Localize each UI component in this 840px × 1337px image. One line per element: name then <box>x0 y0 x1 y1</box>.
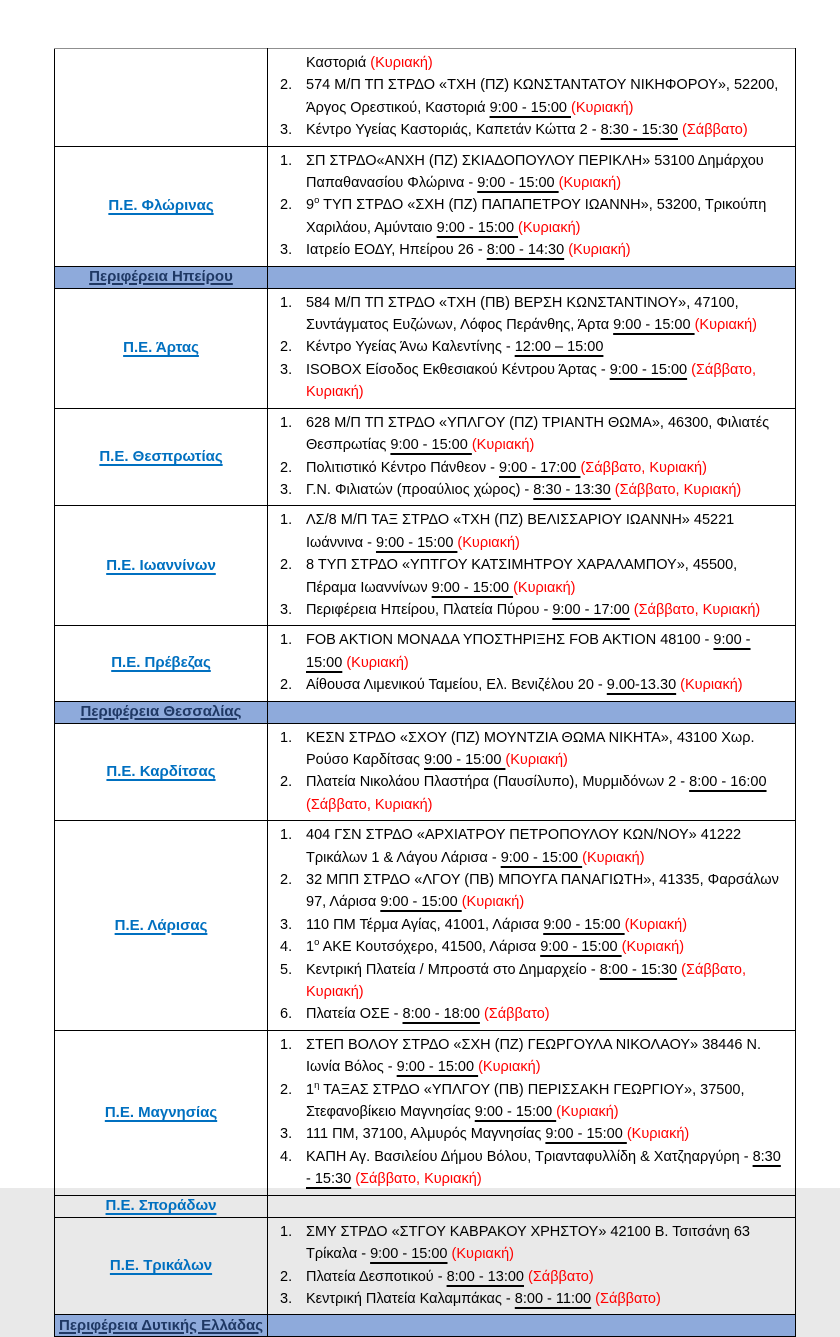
item-number: 2. <box>280 774 293 791</box>
location-item <box>268 194 791 239</box>
item-number: 3. <box>280 122 293 139</box>
location-items <box>268 147 795 266</box>
unit-label: Π.Ε. Άρτας <box>123 339 199 357</box>
location-text: ISOBOX Είσοδος Εκθεσιακού Κέντρου Άρτας - <box>306 361 610 378</box>
unit-locations-cell <box>268 1195 796 1217</box>
location-item <box>268 674 791 696</box>
location-text: ΣΠ ΣΤΡΔΟ«ΑΝΧΗ (ΠΖ) ΣΚΙΑΔΟΠΟΥΛΟΥ ΠΕΡΙΚΛΗ» 53100 Δημάρχου Παπαθανασίου Φλώρινα - <box>306 152 764 192</box>
location-text: ο <box>314 937 320 949</box>
day-label: (Σάββατο) <box>528 1268 594 1285</box>
location-item <box>268 1003 791 1025</box>
location-item <box>268 629 791 674</box>
day-label: (Κυριακή) <box>624 916 688 933</box>
unit-locations-cell <box>268 146 796 266</box>
location-item <box>268 959 791 1004</box>
region-header-row <box>55 701 796 723</box>
item-text <box>306 479 791 501</box>
item-text <box>306 629 791 674</box>
location-items <box>268 506 795 625</box>
location-text: FOB AKTION ΜΟΝΑΔΑ ΥΠΟΣΤΗΡΙΞΗΣ FOB AKTION 48100 - <box>306 632 714 649</box>
hours-label: 9:00 - 15:00 <box>489 99 571 116</box>
unit-locations-cell <box>268 821 796 1031</box>
location-text: Αίθουσα Λιμενικού Ταμείου, Ελ. Βενιζέλου 20 - <box>306 677 607 694</box>
location-text: ΤΑΞΑΣ ΣΤΡΔΟ «ΥΠΛΓΟΥ (ΠΒ) ΠΕΡΙΣΣΑΚΗ ΓΕΩΡΓΙΟΥ», 37500, Στεφανοβίκειο Μαγνησίας <box>306 1081 745 1121</box>
hours-label: 9:00 - 17:00 <box>499 459 581 476</box>
hours-label: 9:00 - 15:00 <box>540 939 622 956</box>
location-item <box>268 1034 791 1079</box>
item-number: 2. <box>280 339 293 356</box>
unit-row <box>55 288 796 408</box>
day-label: (Κυριακή) <box>680 677 743 694</box>
day-label: (Κυριακή) <box>346 654 409 671</box>
item-text <box>306 52 791 74</box>
hours-label: 9:00 - 15:00 <box>609 361 688 378</box>
region-header-label: Περιφέρεια Ηπείρου <box>89 268 233 286</box>
hours-label: 8:00 - 14:30 <box>486 242 565 259</box>
item-text <box>306 1266 791 1288</box>
location-text: 111 ΠΜ, 37100, Αλμυρός Μαγνησίας <box>306 1126 546 1143</box>
unit-row <box>55 723 796 821</box>
item-text <box>306 1288 791 1310</box>
location-item <box>268 457 791 479</box>
location-items <box>268 49 795 146</box>
location-text: 628 Μ/Π ΤΠ ΣΤΡΔΟ «ΥΠΛΓΟΥ (ΠΖ) ΤΡΙΑΝΤΗ ΘΩΜΑ», 46300, Φιλιατές Θεσπρωτίας <box>306 414 770 454</box>
region-header-row <box>55 1315 796 1337</box>
item-number: 1. <box>280 294 293 311</box>
region-header-row <box>55 266 796 288</box>
location-text: Κεντρική Πλατεία Καλαμπάκας - <box>306 1290 515 1307</box>
hours-label: 8:00 - 13:00 <box>446 1268 524 1285</box>
hours-label: 9:00 - 15:00 <box>375 534 458 551</box>
hours-label: 8:00 - 16:00 <box>689 774 767 791</box>
location-item <box>268 119 791 141</box>
day-label: (Σάββατο, Κυριακή) <box>306 961 747 1001</box>
unit-name-cell <box>55 821 268 1031</box>
location-text: Πλατεία Δεσποτικού - <box>306 1268 447 1285</box>
location-item <box>268 599 791 621</box>
location-text: 404 ΓΣΝ ΣΤΡΔΟ «ΑΡΧΙΑΤΡΟΥ ΠΕΤΡΟΠΟΥΛΟΥ ΚΩΝ/ΝΟΥ» 41222 Τρικάλων 1 & Λάγου Λάρισα - <box>306 827 742 866</box>
location-text: Κέντρο Υγείας Καστοριάς, Καπετάν Κώττα 2 - <box>306 122 601 139</box>
item-text <box>306 771 791 816</box>
item-text <box>306 914 791 936</box>
item-number: 6. <box>280 1006 293 1023</box>
location-item <box>268 869 791 914</box>
unit-label: Π.Ε. Καρδίτσας <box>106 762 216 780</box>
day-label: (Κυριακή) <box>694 317 758 334</box>
item-text <box>306 1079 791 1124</box>
hours-label: 9:00 - 15:00 <box>431 579 514 596</box>
region-header-spacer-cell <box>268 266 796 288</box>
item-text <box>306 1123 791 1145</box>
location-text: ο <box>314 195 320 207</box>
location-text: Καστοριά <box>306 55 371 71</box>
hours-label: 8:30 - 15:30 <box>600 122 678 139</box>
unit-name-cell <box>55 506 268 626</box>
item-text <box>306 1146 791 1191</box>
hours-label: 9:00 - 15:00 <box>545 1126 627 1143</box>
location-text: Πολιτιστικό Κέντρο Πάνθεον - <box>306 459 500 476</box>
location-text: 584 Μ/Π ΤΠ ΣΤΡΔΟ «ΤΧΗ (ΠΒ) ΒΕΡΣΗ ΚΩΝΣΤΑΝΤΙΝΟΥ», 47100, Συντάγματος Ευζώνων, Λόφος Περάνθης, Άρτα <box>306 294 739 334</box>
hours-label: 9:00 - 15:00 <box>543 916 625 933</box>
unit-locations-cell <box>268 626 796 701</box>
unit-locations-cell <box>268 1030 796 1195</box>
hours-label: 8:00 - 11:00 <box>514 1290 592 1307</box>
location-item <box>268 727 791 772</box>
location-item <box>268 1221 791 1266</box>
item-number: 3. <box>280 361 293 378</box>
unit-row <box>55 408 796 506</box>
hours-label: 12:00 – 15:00 <box>514 339 604 356</box>
location-text: ΣΤΕΠ ΒΟΛΟΥ ΣΤΡΔΟ «ΣΧΗ (ΠΖ) ΓΕΩΡΓΟΥΛΑ ΝΙΚΟΛΑΟΥ» 38446 Ν. Ιωνία Βόλος - <box>306 1036 761 1076</box>
locations-table-body <box>55 49 796 1337</box>
unit-name-cell <box>55 626 268 701</box>
item-text <box>306 412 791 457</box>
item-number: 2. <box>280 677 293 694</box>
item-number: 2. <box>280 557 293 574</box>
item-number: 2. <box>280 459 293 476</box>
unit-name-cell <box>55 288 268 408</box>
item-text <box>306 1003 791 1025</box>
region-header-cell <box>55 266 268 288</box>
location-items <box>268 289 795 408</box>
item-text <box>306 336 791 358</box>
day-label: (Κυριακή) <box>558 175 622 192</box>
unit-label: Π.Ε. Τρικάλων <box>109 1257 213 1274</box>
location-items <box>268 409 795 506</box>
location-item <box>268 239 791 261</box>
day-label: (Σάββατο, Κυριακή) <box>633 601 761 618</box>
location-text: 1 <box>306 939 315 956</box>
unit-name-cell <box>55 1030 268 1195</box>
item-number: 1. <box>280 414 293 431</box>
day-label: (Κυριακή) <box>556 1104 619 1121</box>
unit-locations-cell <box>268 49 796 147</box>
item-number: 3. <box>280 481 293 498</box>
location-text: 110 ΠΜ Τέρμα Αγίας, 41001, Λάρισα <box>306 916 544 933</box>
item-number: 2. <box>280 1081 293 1098</box>
unit-row <box>55 1217 796 1315</box>
location-item <box>268 1288 791 1310</box>
item-text <box>306 674 791 696</box>
item-text <box>306 239 791 261</box>
day-label: (Κυριακή) <box>370 55 433 71</box>
location-item <box>268 359 791 404</box>
hours-label: 9:00 - 15:00 <box>613 317 695 334</box>
day-label: (Κυριακή) <box>505 751 568 768</box>
location-item <box>268 554 791 599</box>
location-text: ΑΚΕ Κουτσόχερο, 41500, Λάρισα <box>319 939 541 956</box>
item-text <box>306 359 791 404</box>
location-item <box>268 479 791 501</box>
item-text <box>306 936 791 958</box>
unit-name-cell <box>55 1217 268 1315</box>
unit-row <box>55 1195 796 1217</box>
item-text <box>306 194 791 239</box>
item-number: 5. <box>280 961 293 978</box>
location-item <box>268 1123 791 1145</box>
location-text: Πλατεία Νικολάου Πλαστήρα (Παυσίλυπο), Μυρμιδόνων 2 - <box>306 774 690 791</box>
day-label: (Κυριακή) <box>626 1126 690 1143</box>
region-header-label: Περιφέρεια Δυτικής Ελλάδας <box>58 1316 263 1334</box>
item-text <box>306 727 791 772</box>
unit-label: Π.Ε. Σποράδων <box>105 1197 217 1215</box>
location-item <box>268 292 791 337</box>
location-text: 9 <box>306 197 315 214</box>
location-items <box>268 724 795 821</box>
hours-label: 9:00 - 15:00 <box>370 1246 448 1263</box>
item-text <box>306 554 791 599</box>
location-text: 1 <box>306 1081 315 1098</box>
item-text <box>306 292 791 337</box>
location-item <box>268 74 791 119</box>
location-item <box>268 336 791 358</box>
hours-label: 8:00 - 15:30 <box>599 961 678 978</box>
item-number: 1. <box>280 827 293 844</box>
day-label: (Κυριακή) <box>451 1246 514 1263</box>
location-text: Κεντρική Πλατεία / Μπροστά στο Δημαρχείο - <box>306 961 600 978</box>
day-label: (Σάββατο) <box>483 1006 550 1023</box>
item-number: 2. <box>280 77 293 94</box>
item-number: 4. <box>280 1148 293 1165</box>
item-number: 1. <box>280 1223 293 1240</box>
location-items <box>268 821 795 1030</box>
item-text <box>306 150 791 195</box>
location-item <box>268 150 791 195</box>
location-item <box>268 52 791 74</box>
item-text <box>306 74 791 119</box>
unit-locations-cell <box>268 1217 796 1315</box>
location-item <box>268 509 791 554</box>
hours-label: 9:00 - 15:00 <box>436 219 519 236</box>
hours-label: 9:00 - 15:00 <box>396 1059 479 1076</box>
location-text: ΚΕΣΝ ΣΤΡΔΟ «ΣΧΟΥ (ΠΖ) ΜΟΥΝΤΖΙΑ ΘΩΜΑ ΝΙΚΗΤΑ», 43100 Χωρ. Ρούσο Καρδίτσας <box>306 729 755 768</box>
day-label: (Κυριακή) <box>478 1059 541 1076</box>
location-item <box>268 1079 791 1124</box>
item-number: 3. <box>280 242 293 259</box>
unit-label: Π.Ε. Φλώρινας <box>108 197 214 215</box>
day-label: (Κυριακή) <box>457 534 520 551</box>
region-header-spacer-cell <box>268 1315 796 1337</box>
unit-locations-cell <box>268 723 796 821</box>
unit-name-cell <box>55 49 268 147</box>
item-text <box>306 1034 791 1079</box>
unit-name-cell <box>55 1195 268 1217</box>
location-text: ΛΣ/8 Μ/Π ΤΑΞ ΣΤΡΔΟ «ΤΧΗ (ΠΖ) ΒΕΛΙΣΣΑΡΙΟΥ ΙΩΑΝΝΗ» 45221 Ιωάννινα - <box>306 512 735 551</box>
hours-label: 9:00 - 15:00 <box>500 849 583 866</box>
item-number: 1. <box>280 512 293 529</box>
hours-label: 9:00 - 15:00 <box>424 751 506 768</box>
day-label: (Σάββατο, Κυριακή) <box>614 481 742 498</box>
location-text: Γ.Ν. Φιλιατών (προαύλιος χώρος) - <box>306 481 534 498</box>
locations-table <box>54 48 796 1337</box>
unit-label: Π.Ε. Μαγνησίας <box>104 1103 218 1121</box>
day-label: (Κυριακή) <box>471 437 535 454</box>
location-items <box>268 1203 795 1210</box>
item-number: 3. <box>280 1290 293 1307</box>
item-text <box>306 1221 791 1266</box>
item-number: 3. <box>280 601 293 618</box>
hours-label: 8:30 - 13:30 <box>533 481 611 498</box>
location-item <box>268 1146 791 1191</box>
location-text: Περιφέρεια Ηπείρου, Πλατεία Πύρου - <box>306 601 553 618</box>
location-item <box>268 824 791 869</box>
location-text: Πλατεία ΟΣΕ - <box>306 1006 403 1023</box>
location-text: ΣΜΥ ΣΤΡΔΟ «ΣΤΓΟΥ ΚΑΒΡΑΚΟΥ ΧΡΗΣΤΟΥ» 42100 Β. Τσιτσάνη 63 Τρίκαλα - <box>306 1223 750 1263</box>
region-header-label: Περιφέρεια Θεσσαλίας <box>80 703 242 721</box>
day-label: (Σάββατο, Κυριακή) <box>355 1171 482 1188</box>
item-number: 4. <box>280 939 293 956</box>
day-label: (Σάββατο, Κυριακή) <box>306 796 433 813</box>
unit-label: Π.Ε. Λάρισας <box>114 916 208 934</box>
unit-row <box>55 821 796 1031</box>
day-label: (Κυριακή) <box>518 219 581 236</box>
item-text <box>306 869 791 914</box>
location-item <box>268 1266 791 1288</box>
day-label: (Κυριακή) <box>621 939 685 956</box>
location-text: ΤΥΠ ΣΤΡΔΟ «ΣΧΗ (ΠΖ) ΠΑΠΑΠΕΤΡΟΥ ΙΩΑΝΝΗ», 53200, Τρικούπη Χαριλάου, Αμύνταιο <box>306 197 767 236</box>
day-label: (Κυριακή) <box>513 579 576 596</box>
unit-row <box>55 626 796 701</box>
unit-locations-cell <box>268 506 796 626</box>
location-text: 574 Μ/Π ΤΠ ΣΤΡΔΟ «ΤΧΗ (ΠΖ) ΚΩΝΣΤΑΝΤΑΤΟΥ ΝΙΚΗΦΟΡΟΥ», 52200, Άργος Ορεστικού, Καστοριά <box>306 77 779 116</box>
location-text: 8 ΤΥΠ ΣΤΡΔΟ «ΥΠΤΓΟΥ ΚΑΤΣΙΜΗΤΡΟΥ ΧΑΡΑΛΑΜΠΟΥ», 45500, Πέραμα Ιωαννίνων <box>306 557 738 596</box>
item-number: 2. <box>280 1268 293 1285</box>
unit-label: Π.Ε. Ιωαννίνων <box>106 556 216 574</box>
unit-name-cell <box>55 146 268 266</box>
item-number: 1. <box>280 632 293 649</box>
hours-label: 9:00 - 15:00 <box>306 632 751 671</box>
location-text: ΚΑΠΗ Αγ. Βασιλείου Δήμου Βόλου, Τριανταφυλλίδη & Χατζηαργύρη - <box>306 1148 753 1165</box>
day-label: (Κυριακή) <box>582 849 645 866</box>
location-item <box>268 771 791 816</box>
item-number: 2. <box>280 197 293 214</box>
unit-locations-cell <box>268 408 796 506</box>
item-number: 1. <box>280 1036 293 1053</box>
region-header-cell <box>55 1315 268 1337</box>
region-header-spacer-cell <box>268 701 796 723</box>
item-number: 1. <box>280 152 293 169</box>
day-label: (Κυριακή) <box>461 894 525 911</box>
location-text: Κέντρο Υγείας Άνω Καλεντίνης - <box>306 339 515 356</box>
hours-label: 9.00-13.30 <box>606 677 677 694</box>
hours-label: 9:00 - 15:00 <box>474 1104 557 1121</box>
item-number: 3. <box>280 1126 293 1143</box>
hours-label: 9:00 - 15:00 <box>380 894 462 911</box>
item-number: 1. <box>280 729 293 746</box>
unit-label: Π.Ε. Θεσπρωτίας <box>99 448 223 465</box>
hours-label: 9:00 - 17:00 <box>552 601 630 618</box>
item-text <box>306 119 791 141</box>
hours-label: 8:30 - 15:30 <box>306 1148 781 1188</box>
day-label: (Σάββατο) <box>682 122 748 139</box>
location-items <box>268 1031 795 1195</box>
day-label: (Σάββατο, Κυριακή) <box>580 459 707 476</box>
location-item <box>268 914 791 936</box>
unit-row <box>55 506 796 626</box>
region-header-cell <box>55 701 268 723</box>
item-number: 2. <box>280 872 293 888</box>
unit-label: Π.Ε. Πρέβεζας <box>111 654 211 672</box>
day-label: (Κυριακή) <box>568 242 631 259</box>
item-text <box>306 599 791 621</box>
hours-label: 9:00 - 15:00 <box>477 175 559 192</box>
location-text: 32 ΜΠΠ ΣΤΡΔΟ «ΛΓΟΥ (ΠΒ) ΜΠΟΥΓΑ ΠΑΝΑΓΙΩΤΗ», 41335, Φαρσάλων 97, Λάρισα <box>306 872 779 911</box>
unit-row <box>55 49 796 147</box>
hours-label: 8:00 - 18:00 <box>402 1006 480 1023</box>
unit-name-cell <box>55 723 268 821</box>
day-label: (Σάββατο) <box>595 1290 661 1307</box>
unit-row <box>55 1030 796 1195</box>
item-text <box>306 824 791 869</box>
location-item <box>268 936 791 958</box>
unit-name-cell <box>55 408 268 506</box>
location-text: Ιατρείο ΕΟΔΥ, Ηπείρου 26 - <box>306 242 487 259</box>
day-label: (Σάββατο, Κυριακή) <box>306 361 756 401</box>
item-text <box>306 959 791 1004</box>
hours-label: 9:00 - 15:00 <box>390 437 472 454</box>
location-item <box>268 412 791 457</box>
item-number: 3. <box>280 916 293 933</box>
day-label: (Κυριακή) <box>571 99 634 116</box>
item-text <box>306 457 791 479</box>
location-items <box>268 1218 795 1315</box>
location-text: η <box>314 1079 320 1091</box>
unit-row <box>55 146 796 266</box>
unit-locations-cell <box>268 288 796 408</box>
location-items <box>268 626 795 700</box>
item-text <box>306 509 791 554</box>
